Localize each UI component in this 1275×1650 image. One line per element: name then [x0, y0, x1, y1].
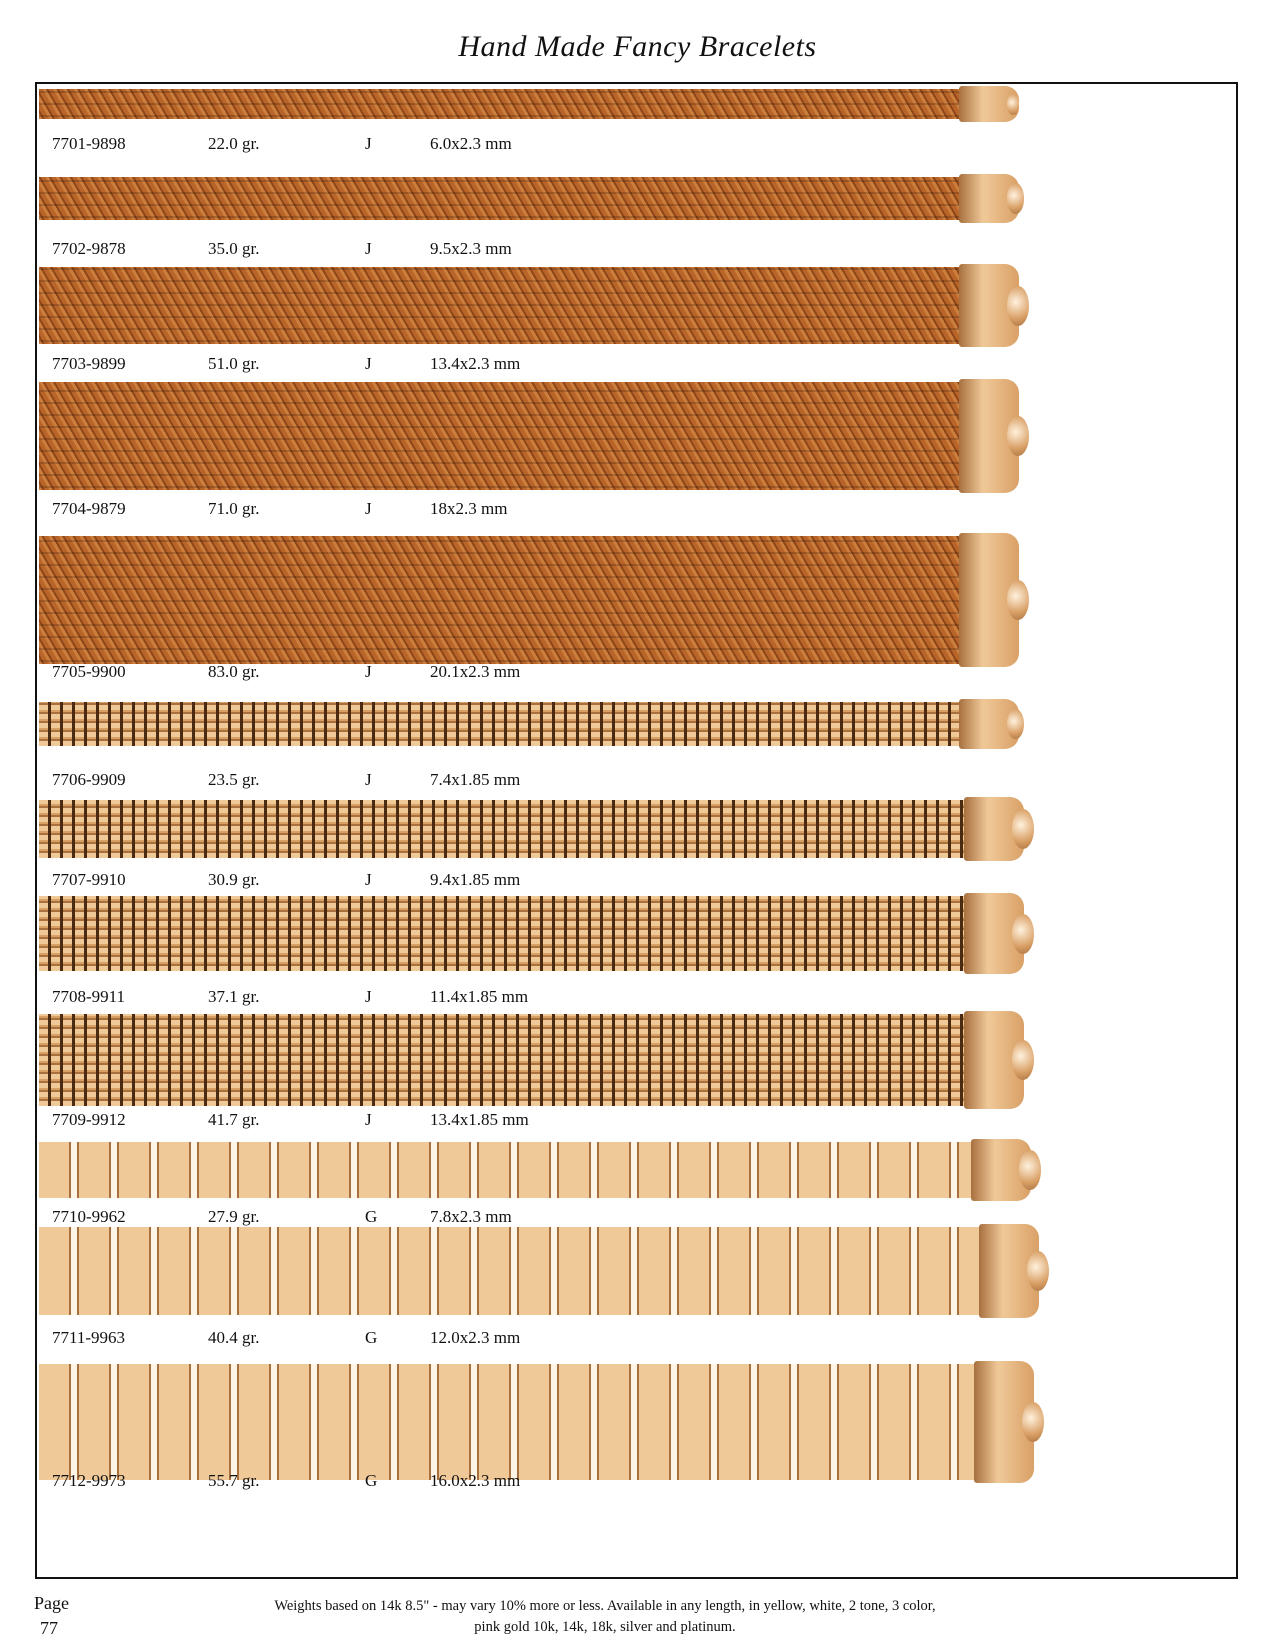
weight: 37.1 gr. — [208, 987, 260, 1006]
size: 9.5x2.3 mm — [430, 239, 512, 258]
weight: 55.7 gr. — [208, 1471, 260, 1490]
weight: 71.0 gr. — [208, 499, 260, 518]
size: 9.4x1.85 mm — [430, 870, 521, 889]
grade: J — [365, 354, 372, 373]
clasp-knob-icon — [1019, 1150, 1041, 1189]
weight: 41.7 gr. — [208, 1110, 260, 1129]
item-number: 7706-9909 — [52, 770, 126, 789]
item-number: 7707-9910 — [52, 870, 126, 889]
item-number: 7701-9898 — [52, 134, 126, 153]
item-number: 7708-9911 — [52, 987, 126, 1006]
weight: 35.0 gr. — [208, 239, 260, 258]
bracelet-image — [39, 800, 1004, 858]
bracelet-image — [39, 89, 999, 119]
item-number: 7702-9878 — [52, 239, 126, 258]
clasp-knob-icon — [1007, 286, 1029, 326]
size: 20.1x2.3 mm — [430, 662, 521, 681]
grade: J — [365, 499, 372, 518]
size: 11.4x1.85 mm — [430, 987, 529, 1006]
clasp-knob-icon — [1007, 183, 1024, 213]
size: 16.0x2.3 mm — [430, 1471, 521, 1490]
grade: G — [365, 1328, 378, 1347]
size: 12.0x2.3 mm — [430, 1328, 521, 1347]
size: 6.0x2.3 mm — [430, 134, 512, 153]
bracelet-image — [39, 536, 999, 664]
footnote-line-2: pink gold 10k, 14k, 18k, silver and platinum. — [474, 1619, 736, 1635]
page-title: Hand Made Fancy Bracelets — [458, 30, 817, 63]
item-number: 7711-9963 — [52, 1328, 126, 1347]
weight: 30.9 gr. — [208, 870, 260, 889]
clasp-knob-icon — [1022, 1402, 1044, 1442]
clasp-knob-icon — [1012, 914, 1034, 954]
bracelet-image — [39, 177, 999, 220]
size: 13.4x1.85 mm — [430, 1110, 529, 1129]
grade: J — [365, 662, 372, 681]
bracelet-image — [39, 382, 999, 490]
footnote — [160, 1596, 1050, 1638]
page-label: Page — [34, 1593, 69, 1613]
footnote-line-1: Weights based on 14k 8.5" - may vary 10% more or less. Available in any length, in yellow, white, 2 tone, 3 color, — [274, 1598, 936, 1614]
grade: J — [365, 870, 372, 889]
size: 13.4x2.3 mm — [430, 354, 521, 373]
item-number: 7704-9879 — [52, 499, 126, 518]
grade: J — [365, 239, 372, 258]
bracelet-image — [39, 1227, 1019, 1315]
item-number: 7703-9899 — [52, 354, 126, 373]
grade: J — [365, 987, 372, 1006]
bracelet-image — [39, 267, 999, 344]
item-number: 7705-9900 — [52, 662, 126, 681]
clasp-knob-icon — [1012, 1040, 1034, 1080]
size: 18x2.3 mm — [430, 499, 508, 518]
clasp-knob-icon — [1007, 94, 1019, 115]
weight: 27.9 gr. — [208, 1207, 260, 1226]
grade: J — [365, 1110, 372, 1129]
weight: 23.5 gr. — [208, 770, 260, 789]
weight: 83.0 gr. — [208, 662, 260, 681]
catalog-frame — [35, 82, 1238, 1579]
size: 7.4x1.85 mm — [430, 770, 521, 789]
grade: J — [365, 770, 372, 789]
grade: J — [365, 134, 372, 153]
grade: G — [365, 1471, 378, 1490]
grade: G — [365, 1207, 378, 1226]
bracelet-image — [39, 1364, 1014, 1480]
clasp-knob-icon — [1007, 709, 1024, 740]
clasp-knob-icon — [1012, 809, 1034, 849]
bracelet-image — [39, 1014, 1004, 1106]
weight: 40.4 gr. — [208, 1328, 260, 1347]
clasp-knob-icon — [1007, 416, 1029, 456]
bracelet-image — [39, 1142, 1011, 1198]
weight: 22.0 gr. — [208, 134, 260, 153]
bracelet-image — [39, 896, 1004, 971]
item-number: 7712-9973 — [52, 1471, 126, 1490]
clasp-knob-icon — [1027, 1251, 1049, 1291]
clasp-knob-icon — [1007, 580, 1029, 620]
weight: 51.0 gr. — [208, 354, 260, 373]
item-number: 7710-9962 — [52, 1207, 126, 1226]
bracelet-image — [39, 702, 999, 746]
item-number: 7709-9912 — [52, 1110, 126, 1129]
size: 7.8x2.3 mm — [430, 1207, 512, 1226]
page-number: 77 — [40, 1618, 58, 1638]
